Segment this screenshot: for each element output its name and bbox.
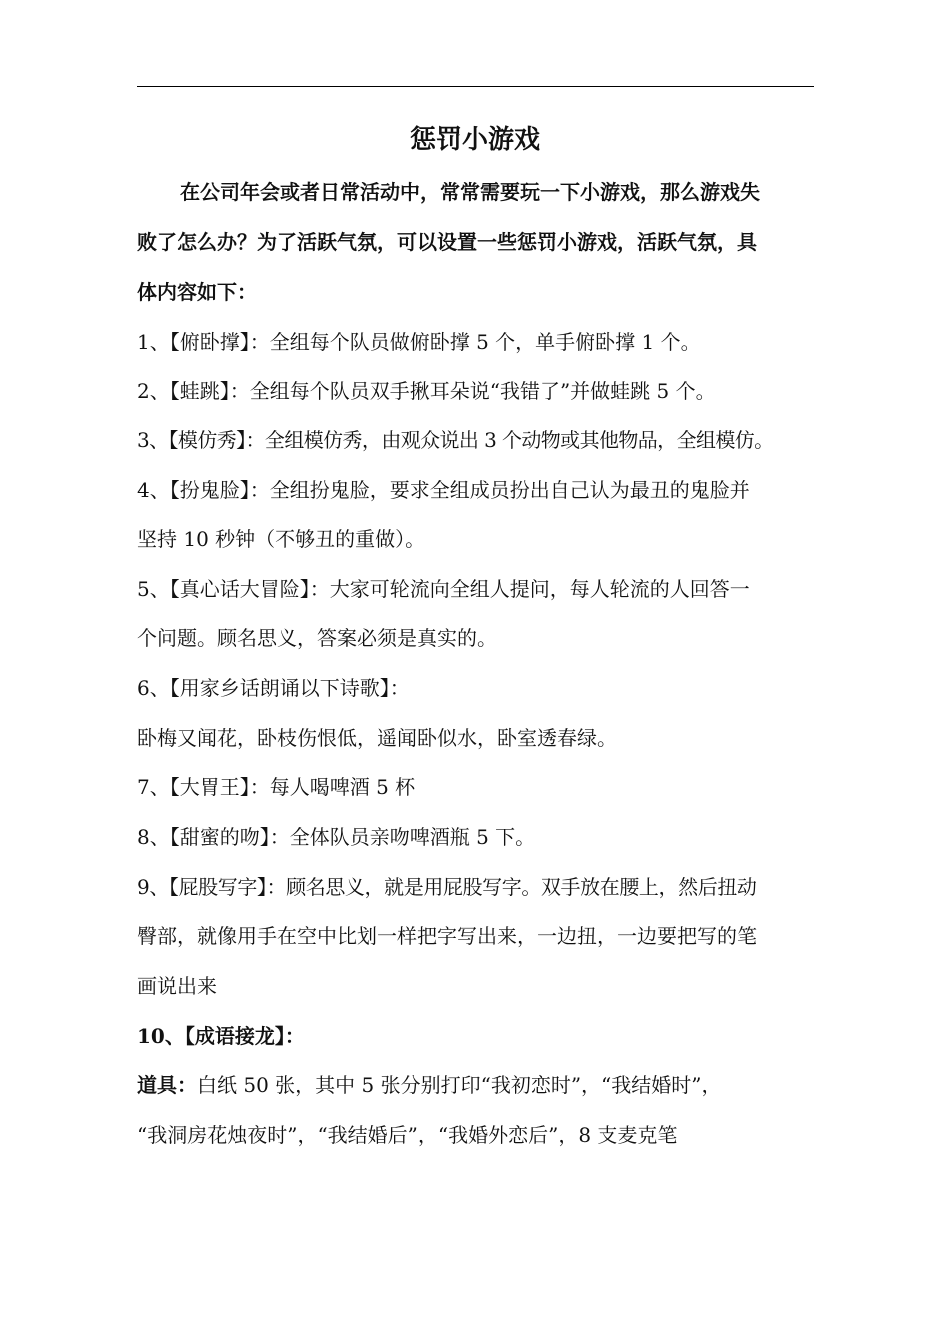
page-title: 惩罚小游戏 xyxy=(409,125,540,155)
props-line-1 xyxy=(137,1070,722,1100)
item-7: 7、【大胃王】：每人喝啤酒 5 杯 xyxy=(137,775,416,799)
item-5-line-1: 5、【真心话大冒险】：大家可轮流向全组人提问，每人轮流的人回答一 xyxy=(137,577,750,601)
item-9-line-3: 画说出来 xyxy=(137,974,217,998)
item-9-line-2: 臀部，就像用手在空中比划一样把字写出来，一边扭，一边要把写的笔 xyxy=(137,924,757,948)
item-4-line-2: 坚持 10 秒钟（不够丑的重做）。 xyxy=(137,527,426,551)
item-9-line-1: 9、【屁股写字】：顾名思义，就是用屁股写字。双手放在腰上，然后扭动 xyxy=(137,875,757,899)
props-text: 白纸 50 张，其中 5 张分别打印“我初恋时”，“我结婚时”， xyxy=(197,1073,722,1097)
item-10: 10、【成语接龙】： xyxy=(137,1024,305,1048)
props-line-2: “我洞房花烛夜时”，“我结婚后”，“我婚外恋后”，8 支麦克笔 xyxy=(137,1123,678,1147)
item-5-line-2: 个问题。顾名思义，答案必须是真实的。 xyxy=(137,626,497,650)
intro-line-2: 败了怎么办？为了活跃气氛，可以设置一些惩罚小游戏，活跃气氛，具 xyxy=(137,230,757,254)
intro-line-3: 体内容如下： xyxy=(137,280,257,304)
item-4-line-1: 4、【扮鬼脸】：全组扮鬼脸，要求全组成员扮出自己认为最丑的鬼脸并 xyxy=(137,478,750,502)
item-8: 8、【甜蜜的吻】：全体队员亲吻啤酒瓶 5 下。 xyxy=(137,825,536,849)
item-2: 2、【蛙跳】：全组每个队员双手揪耳朵说“我错了”并做蛙跳 5 个。 xyxy=(137,379,716,403)
item-1: 1、【俯卧撑】：全组每个队员做俯卧撑 5 个，单手俯卧撑 1 个。 xyxy=(137,330,701,354)
header-rule xyxy=(137,86,814,87)
props-label: 道具： xyxy=(137,1073,197,1097)
item-3: 3、【模仿秀】：全组模仿秀，由观众说出 3 个动物或其他物品，全组模仿。 xyxy=(137,428,774,452)
intro-line-1: 在公司年会或者日常活动中，常常需要玩一下小游戏，那么游戏失 xyxy=(180,180,760,204)
item-6: 6、【用家乡话朗诵以下诗歌】： xyxy=(137,676,410,700)
poem-line: 卧梅又闻花，卧枝伤恨低，遥闻卧似水，卧室透春绿。 xyxy=(137,726,617,750)
